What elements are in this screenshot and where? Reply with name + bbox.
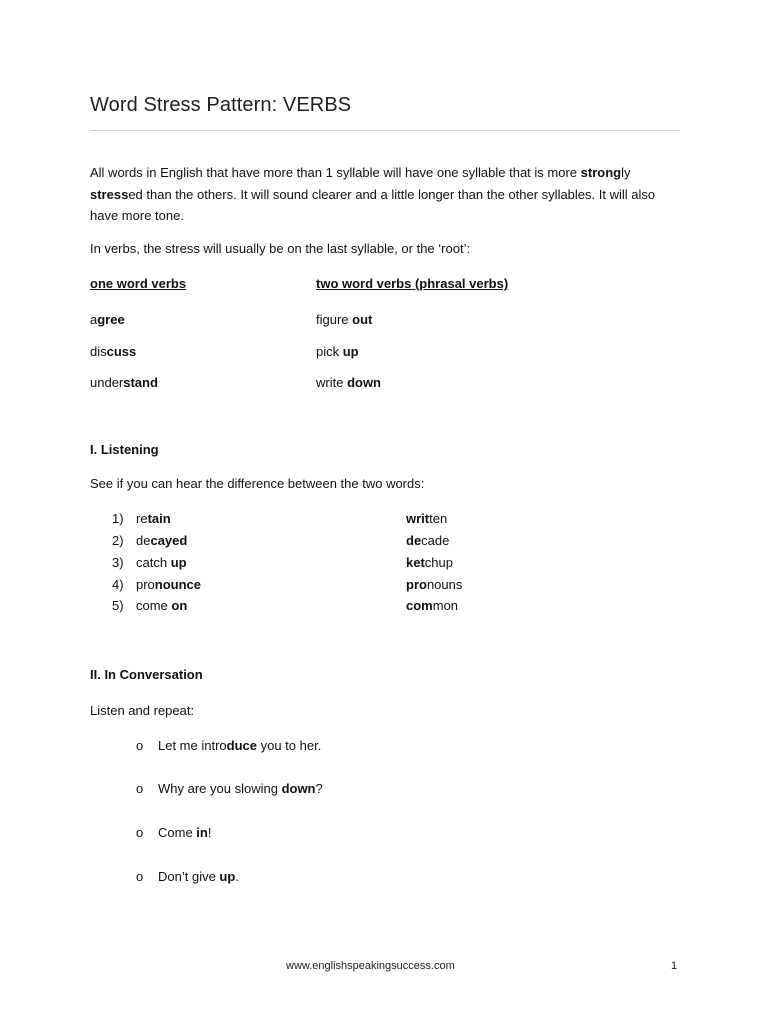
listening-word-a (136, 533, 187, 548)
stressed-syllable: strong (580, 165, 622, 180)
text-segment: . (235, 869, 239, 884)
verb-two-word-3 (316, 375, 381, 390)
listening-word-b (406, 577, 462, 592)
stressed-syllable: tain (147, 511, 171, 526)
text-segment: a (90, 312, 98, 327)
footer-url: www.englishspeakingsuccess.com (286, 960, 455, 972)
text-segment: ? (315, 781, 323, 796)
stressed-syllable: writ (406, 511, 430, 526)
listening-word-a (136, 598, 187, 613)
stressed-syllable: nounce (154, 577, 202, 592)
page-title: Word Stress Pattern: VERBS (90, 94, 352, 116)
text-segment: Don’t give (158, 869, 220, 884)
list-number: 3) (112, 555, 124, 570)
text-segment: mon (432, 598, 459, 613)
intro-paragraph (90, 162, 680, 227)
stressed-syllable: down (281, 781, 316, 796)
verb-one-word-2 (90, 344, 136, 359)
stressed-syllable: on (171, 598, 188, 613)
text-segment: pick (316, 344, 343, 359)
verbs-note: In verbs, the stress will usually be on the last syllable, or the ‘root’: (90, 241, 471, 256)
stressed-syllable: de (406, 533, 422, 548)
listening-word-a (136, 555, 187, 570)
text-segment: Why are you slowing (158, 781, 282, 796)
listening-instruction: See if you can hear the difference between the two words: (90, 476, 425, 491)
list-number: 4) (112, 577, 124, 592)
conversation-instruction: Listen and repeat: (90, 703, 195, 718)
text-segment: catch (136, 555, 171, 570)
stressed-syllable: gree (97, 312, 125, 327)
conversation-heading: II. In Conversation (90, 667, 203, 682)
stressed-syllable: down (347, 375, 381, 390)
conversation-sentence (158, 869, 239, 884)
stressed-syllable: in (196, 825, 208, 840)
listening-word-b (406, 555, 453, 570)
text-segment: ! (207, 825, 212, 840)
list-number: 5) (112, 598, 124, 613)
text-segment: pro (136, 577, 155, 592)
list-number: 2) (112, 533, 124, 548)
verb-two-word-2 (316, 344, 359, 359)
bullet-marker: o (136, 825, 144, 840)
listening-word-b (406, 598, 458, 613)
text-segment: re (136, 511, 148, 526)
verb-one-word-3 (90, 375, 158, 390)
text-segment: All words in English that have more than 1 syllable will have one syllable that is more (90, 165, 581, 180)
conversation-sentence (158, 825, 211, 840)
stressed-syllable: up (170, 555, 187, 570)
conversation-sentence (158, 781, 323, 796)
stressed-syllable: out (352, 312, 373, 327)
text-segment: ly (621, 165, 631, 180)
stressed-syllable: com (406, 598, 433, 613)
stressed-syllable: stress (90, 186, 129, 202)
text-segment: ten (429, 511, 448, 526)
bullet-marker: o (136, 869, 144, 884)
text-segment: under (90, 375, 124, 390)
conversation-sentence (158, 738, 321, 753)
header-two-word-verbs: two word verbs (phrasal verbs) (316, 276, 509, 291)
verb-two-word-1 (316, 312, 372, 327)
stressed-syllable: duce (226, 738, 257, 753)
listening-word-a (136, 577, 201, 592)
text-segment: ed than the others. It will sound clearer and a little longer than the other syllables. It will also have more tone. (90, 186, 656, 223)
text-segment: Come (158, 825, 197, 840)
text-segment: nouns (426, 577, 463, 592)
stressed-syllable: cuss (106, 344, 137, 359)
text-segment: Let me intro (158, 738, 227, 753)
stressed-syllable: up (219, 869, 236, 884)
text-segment: de (136, 533, 151, 548)
stressed-syllable: pro (406, 577, 427, 592)
title-divider (90, 130, 680, 131)
listening-heading: I. Listening (90, 442, 159, 457)
listening-word-a (136, 511, 171, 526)
list-number: 1) (112, 511, 124, 526)
listening-word-b (406, 511, 447, 526)
stressed-syllable: ket (406, 555, 425, 570)
text-segment: you to her. (257, 738, 322, 753)
stressed-syllable: up (342, 344, 359, 359)
listening-word-b (406, 533, 449, 548)
stressed-syllable: stand (123, 375, 158, 390)
text-segment: dis (90, 344, 107, 359)
text-segment: figure (316, 312, 353, 327)
bullet-marker: o (136, 781, 144, 796)
text-segment: write (316, 375, 348, 390)
text-segment: cade (421, 533, 450, 548)
stressed-syllable: cayed (150, 533, 188, 548)
bullet-marker: o (136, 738, 144, 753)
text-segment: come (136, 598, 172, 613)
header-one-word-verbs: one word verbs (90, 276, 187, 291)
text-segment: chup (424, 555, 453, 570)
verb-one-word-1 (90, 312, 125, 327)
page-number: 1 (671, 960, 678, 972)
